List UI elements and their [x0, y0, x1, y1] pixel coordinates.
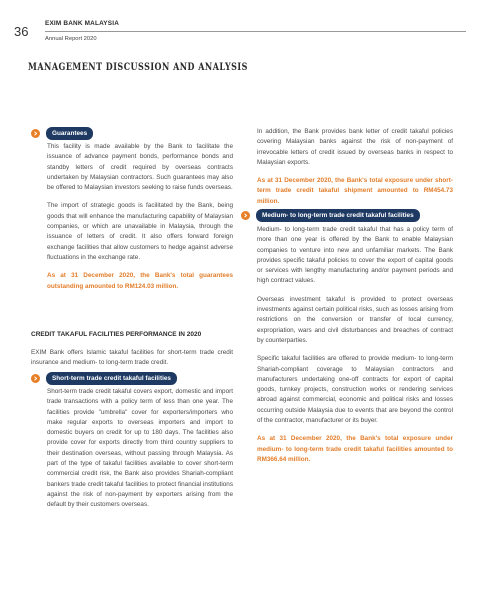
chevron-right-icon — [241, 211, 250, 220]
medium-long-paragraph-3: Specific takaful facilities are offered to provide medium- to long-term Shariah-compliant coverage to Malaysian contractors and manufacturers undertaking one-off contracts for export of capital goods, turnkey projects, construction works or rendering services abroad against commercial, economic and political risks and losses occurring outside Malaysia due to events that are beyond the control of the contractor, manufacturer or its buyer. — [257, 355, 453, 425]
section-title: MANAGEMENT DISCUSSION AND ANALYSIS — [28, 62, 248, 73]
medium-long-body — [257, 225, 453, 465]
bank-name: EXIM BANK MALAYSIA — [45, 20, 120, 27]
short-term-paragraph: Short-term trade credit takaful covers export, domestic and import trade transactions with a policy term of less than one year. The facilities provide "umbrella" cover for exporters/importers who make regular exports to overseas importers and import to domestic buyers on credit for up to 180 days. The facilities also provide cover for exports directly from third country suppliers to their destination overseas, without passing through Malaysia. As part of the type of takaful facilities available to cover short-term commercial credit risk, the Bank also provides Shariah-compliant bankers trade credit takaful facilities to protect financial institutions against the risk of non-payment by exporters arising from the default by their customers overseas. — [47, 388, 233, 509]
ctf-intro-text: EXIM Bank offers Islamic takaful facilities for short-term trade credit insurance and medium- to long-term trade credit. — [31, 349, 233, 367]
guarantees-highlight: As at 31 December 2020, the Bank's total guarantees outstanding amounted to RM124.03 million. — [47, 272, 233, 290]
ctf-intro — [31, 348, 233, 369]
short-term-heading: Short-term trade credit takaful facilities — [46, 372, 177, 385]
medium-long-paragraph-1: Medium- to long-term trade credit takaful that has a policy term of more than one year is offered by the Bank to enable Malaysian companies to venture into new and unfamiliar markets. The Bank provides specific takaful policies to cover the export of capital goods or services with lengthy manufacturing and/or payment periods and high contract values. — [257, 226, 453, 285]
medium-long-heading-row — [241, 209, 420, 222]
short-term-body — [47, 387, 233, 511]
guarantees-body — [47, 142, 233, 292]
medium-long-heading: Medium- to long-term trade credit takaful facilities — [256, 209, 420, 222]
guarantees-heading-row — [31, 127, 93, 140]
chevron-right-icon — [31, 129, 40, 138]
short-term-heading-row — [31, 372, 177, 385]
medium-long-highlight: As at 31 December 2020, the Bank's total exposure under medium- to long-term trade credit takaful facilities amounted to RM366.64 million. — [257, 435, 453, 463]
guarantees-paragraph-1: This facility is made available by the Bank to facilitate the issuance of advance payment bonds, performance bonds and standby letters of credit required by overseas contracts undertaken by Malaysian contractors. Such guarantees may also be offered to Malaysian investors seeking to raise funds overseas. — [47, 143, 233, 192]
guarantees-paragraph-2: The import of strategic goods is facilitated by the Bank, being goods that will enhance the manufacturing capability of Malaysian companies, or which are unavailable in Malaysia, through the issuance of letters of credit. It also offers forward foreign exchange facilities that allow customers to hedge against adverse fluctuations in the exchange rate. — [47, 202, 233, 261]
right-paragraph-1: In addition, the Bank provides bank letter of credit takaful policies covering Malaysian banks against the risk of non-payment of irrevocable letters of credit issued by overseas banks in respect to Malaysian exports. — [257, 128, 453, 166]
ctf-title: CREDIT TAKAFUL FACILITIES PERFORMANCE IN 2020 — [31, 331, 202, 338]
report-name: Annual Report 2020 — [45, 36, 97, 42]
right-highlight-1: As at 31 December 2020, the Bank's total exposure under short-term trade credit takaful shipment amounted to RM454.73 million. — [257, 177, 453, 205]
header-divider — [45, 31, 466, 32]
chevron-right-icon — [31, 374, 40, 383]
medium-long-paragraph-2: Overseas investment takaful is provided to protect overseas investments against certain political risks, such as losses arising from restrictions on the conversion or transfer of local currency, expropriation, wars and civil disturbances and breaches of contract by counterparties. — [257, 295, 453, 344]
guarantees-heading: Guarantees — [46, 127, 93, 140]
right-body-top — [257, 127, 453, 207]
page-number: 36 — [14, 24, 29, 39]
